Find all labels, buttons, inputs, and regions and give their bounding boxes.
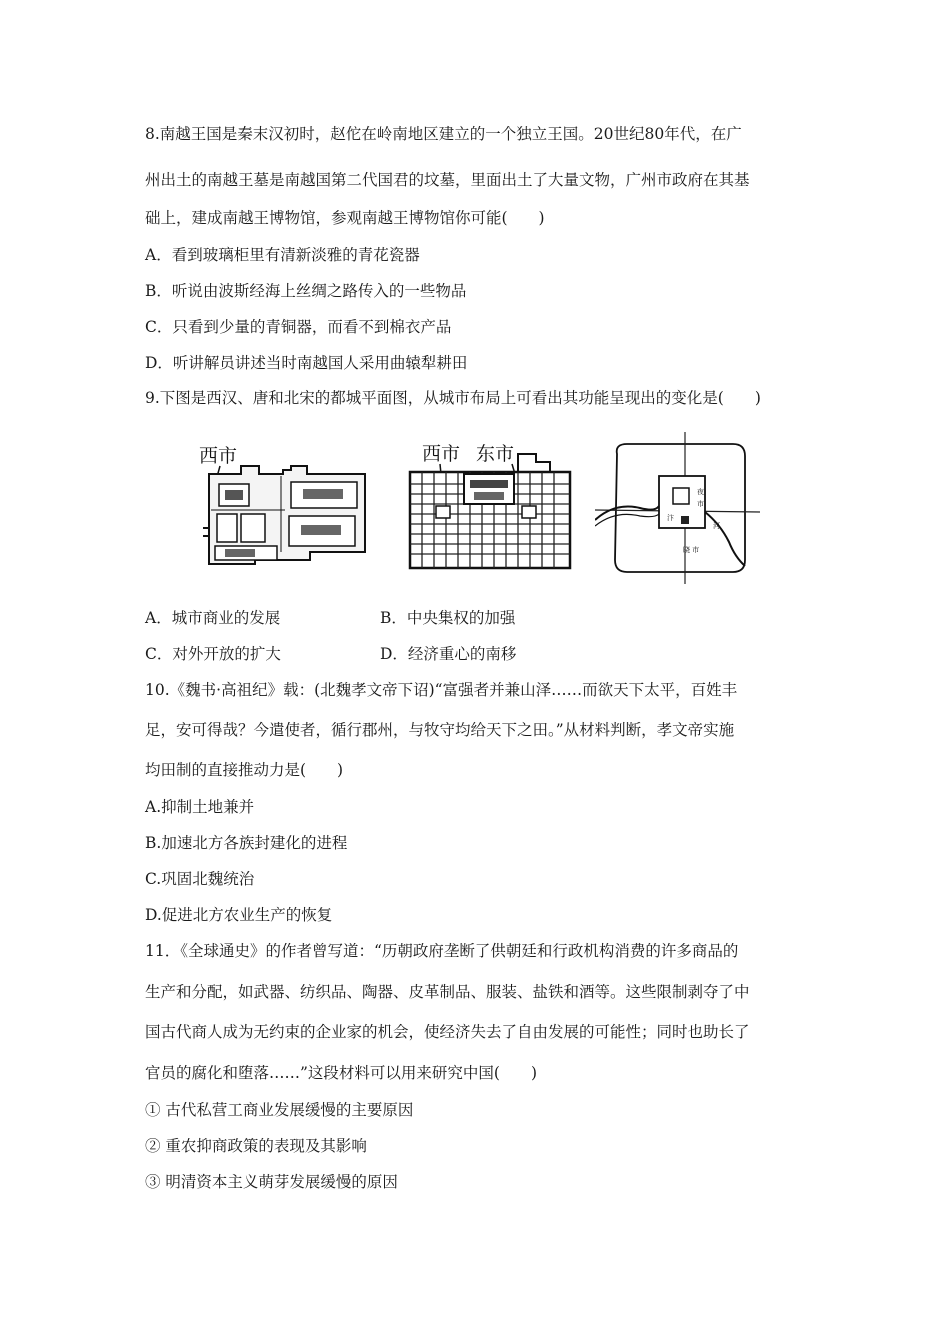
q9-option-a: A．城市商业的发展 xyxy=(145,609,281,627)
q11-stem-line-2: 生产和分配，如武器、纺织品、陶器、皮革制品、服装、盐铁和酒等。这些限制剥夺了中 xyxy=(145,983,750,1001)
svg-text:河: 河 xyxy=(713,522,720,530)
q9-stem: 9.下图是西汉、唐和北宋的都城平面图，从城市布局上可看出其功能呈现出的变化是( ) xyxy=(145,389,761,407)
q9-option-b: B．中央集权的加强 xyxy=(380,609,516,627)
q8-option-a: A．看到玻璃柜里有清新淡雅的青花瓷器 xyxy=(145,246,420,264)
svg-text:汴: 汴 xyxy=(667,514,674,522)
q8-option-b: B．听说由波斯经海上丝绸之路传入的一些物品 xyxy=(145,282,467,300)
q10-stem-line-3: 均田制的直接推动力是( ) xyxy=(145,761,344,779)
svg-text:晓 市: 晓 市 xyxy=(683,546,700,554)
q11-item-3: ③ 明清资本主义萌芽发展缓慢的原因 xyxy=(145,1173,398,1191)
q10-option-b: B.加速北方各族封建化的进程 xyxy=(145,834,348,852)
capital-city-maps xyxy=(195,432,760,584)
q8-stem-line-3: 础上，建成南越王博物馆，参观南越王博物馆你可能( ) xyxy=(145,209,545,227)
q10-option-a: A.抑制土地兼并 xyxy=(145,798,255,816)
tang-east-market-label: 东市 xyxy=(476,443,515,465)
svg-text:夜: 夜 xyxy=(697,488,704,496)
q9-option-c: C．对外开放的扩大 xyxy=(145,645,281,663)
svg-text:市: 市 xyxy=(697,500,704,508)
beisong-kaifeng-map xyxy=(595,432,760,584)
q8-stem-line-2: 州出土的南越王墓是南越国第二代国君的坟墓，里面出土了大量文物，广州市政府在其基 xyxy=(145,171,750,189)
xihan-changan-map xyxy=(195,432,370,572)
q11-stem-line-3: 国古代商人成为无约束的企业家的机会，使经济失去了自由发展的可能性；同时也助长了 xyxy=(145,1023,750,1041)
q8-option-d: D．听讲解员讲述当时南越国人采用曲辕犁耕田 xyxy=(145,354,468,372)
q11-stem-line-1: 11．《全球通史》的作者曾写道：“历朝政府垄断了供朝廷和行政机构消费的许多商品的 xyxy=(145,942,739,960)
q11-item-2: ② 重农抑商政策的表现及其影响 xyxy=(145,1137,367,1155)
tang-west-market-label: 西市 xyxy=(422,443,461,465)
q9-option-d: D．经济重心的南移 xyxy=(380,645,517,663)
q8-option-c: C．只看到少量的青铜器，而看不到棉衣产品 xyxy=(145,318,452,336)
q10-option-c: C.巩固北魏统治 xyxy=(145,870,255,888)
tang-changan-map xyxy=(400,432,580,577)
q11-stem-line-4: 官员的腐化和堕落……”这段材料可以用来研究中国( ) xyxy=(145,1064,538,1082)
q10-option-d: D.促进北方农业生产的恢复 xyxy=(145,906,333,924)
xihan-west-market-label: 西市 xyxy=(199,445,238,467)
q8-stem-line-1: 8.南越王国是秦末汉初时，赵佗在岭南地区建立的一个独立王国。20世纪80年代，在广 xyxy=(145,125,742,143)
q11-item-1: ① 古代私营工商业发展缓慢的主要原因 xyxy=(145,1101,414,1119)
q10-stem-line-2: 足，安可得哉？今遣使者，循行郡州，与牧守均给天下之田。”从材料判断，孝文帝实施 xyxy=(145,721,735,739)
q10-stem-line-1: 10.《魏书·高祖纪》载：(北魏孝文帝下诏)“富强者并兼山泽……而欲天下太平，百姓丰 xyxy=(145,681,738,699)
